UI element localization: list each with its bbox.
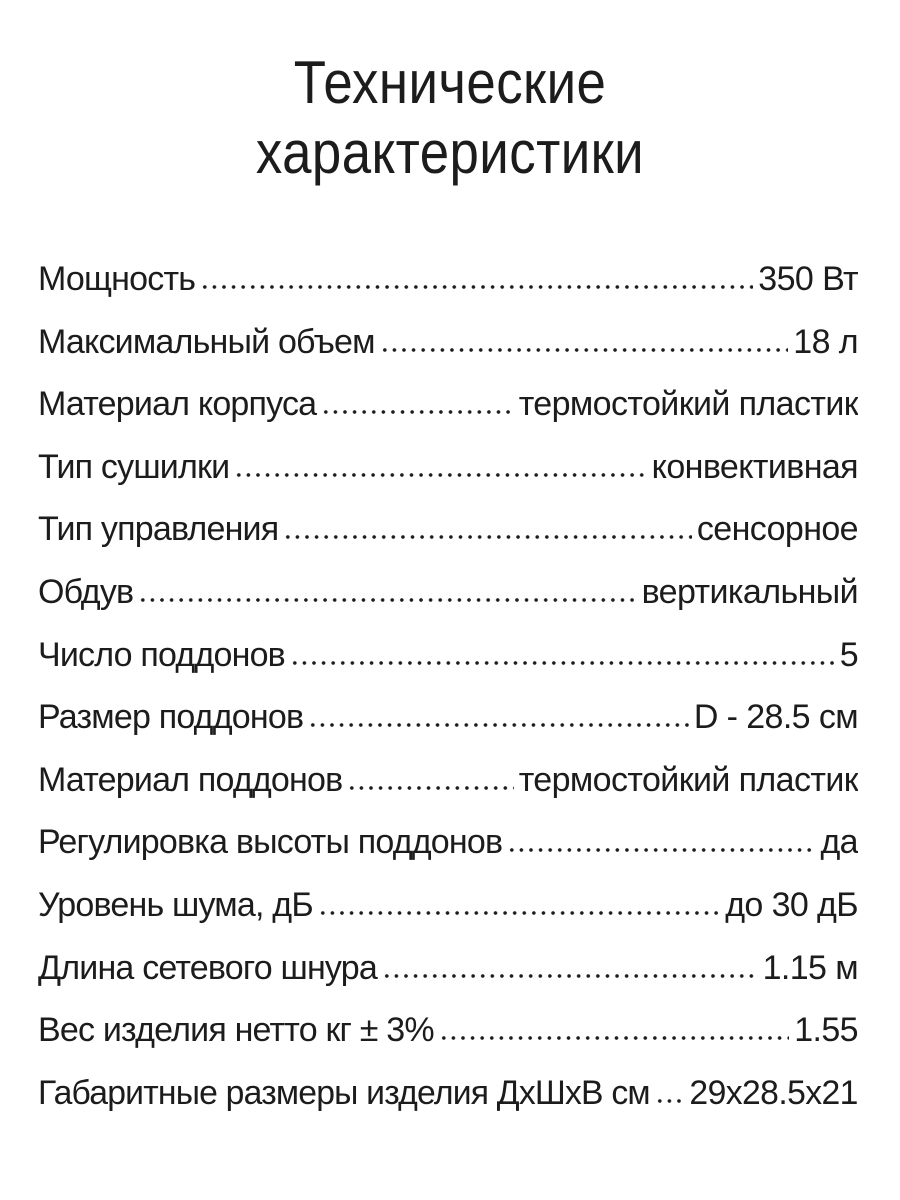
spec-value: вертикальный xyxy=(641,572,858,611)
spec-row-body-material xyxy=(38,373,858,436)
spec-row-tray-height-adjust xyxy=(38,811,858,874)
spec-row-control-type xyxy=(38,498,858,561)
spec-row-net-weight xyxy=(38,999,858,1062)
spec-row-cord-length xyxy=(38,937,858,1000)
spec-label: Уровень шума, дБ xyxy=(38,885,313,924)
spec-value: до 30 дБ xyxy=(725,885,858,924)
spec-label: Тип сушилки xyxy=(38,447,230,486)
spec-row-dimensions xyxy=(38,1062,858,1125)
spec-row-power xyxy=(38,248,858,311)
spec-label: Материал поддонов xyxy=(38,760,343,799)
spec-label: Максимальный объем xyxy=(38,322,375,361)
spec-label: Обдув xyxy=(38,572,134,611)
spec-value: сенсорное xyxy=(696,510,858,549)
spec-list xyxy=(38,248,858,1124)
dot-leader xyxy=(283,534,692,540)
dot-leader xyxy=(234,472,646,478)
spec-row-tray-material xyxy=(38,749,858,812)
dot-leader xyxy=(200,284,753,290)
spec-value: термостойкий пластик xyxy=(518,385,858,424)
spec-label: Размер поддонов xyxy=(38,698,304,737)
spec-label: Материал корпуса xyxy=(38,385,317,424)
spec-label: Мощность xyxy=(38,260,196,298)
spec-value: 29x28.5x21 xyxy=(689,1073,858,1112)
dot-leader xyxy=(321,409,513,415)
dot-leader xyxy=(308,722,689,728)
dot-leader xyxy=(318,910,720,916)
spec-label: Габаритные размеры изделия ДхШхВ см xyxy=(38,1073,650,1112)
spec-value: 18 л xyxy=(793,322,858,361)
spec-row-tray-size xyxy=(38,686,858,749)
spec-value: 350 Вт xyxy=(758,260,858,298)
spec-row-noise-level xyxy=(38,874,858,937)
spec-row-dryer-type xyxy=(38,436,858,499)
dot-leader xyxy=(380,347,789,353)
dot-leader xyxy=(138,597,636,603)
spec-label: Число поддонов xyxy=(38,635,285,674)
spec-value: 5 xyxy=(839,635,858,674)
dot-leader xyxy=(655,1098,685,1104)
title-line-2: характеристики xyxy=(255,119,645,186)
spec-label: Регулировка высоты поддонов xyxy=(38,823,503,862)
spec-row-max-volume xyxy=(38,311,858,374)
spec-label: Тип управления xyxy=(38,510,279,549)
spec-value: конвективная xyxy=(651,447,858,486)
page-title xyxy=(54,48,846,188)
spec-value: 1.15 м xyxy=(762,948,858,987)
spec-row-airflow xyxy=(38,561,858,624)
dot-leader xyxy=(439,1035,789,1041)
title-line-1: Технические xyxy=(293,49,607,116)
spec-value: D - 28.5 см xyxy=(693,698,858,737)
dot-leader xyxy=(290,660,835,666)
spec-value: термостойкий пластик xyxy=(518,760,858,799)
dot-leader xyxy=(382,973,758,979)
dot-leader xyxy=(347,785,513,791)
spec-label: Вес изделия нетто кг ± 3% xyxy=(38,1011,434,1050)
spec-value: 1.55 xyxy=(794,1011,858,1050)
spec-row-tray-count xyxy=(38,624,858,687)
spec-value: да xyxy=(820,823,858,862)
spec-label: Длина сетевого шнура xyxy=(38,948,377,987)
dot-leader xyxy=(507,847,815,853)
